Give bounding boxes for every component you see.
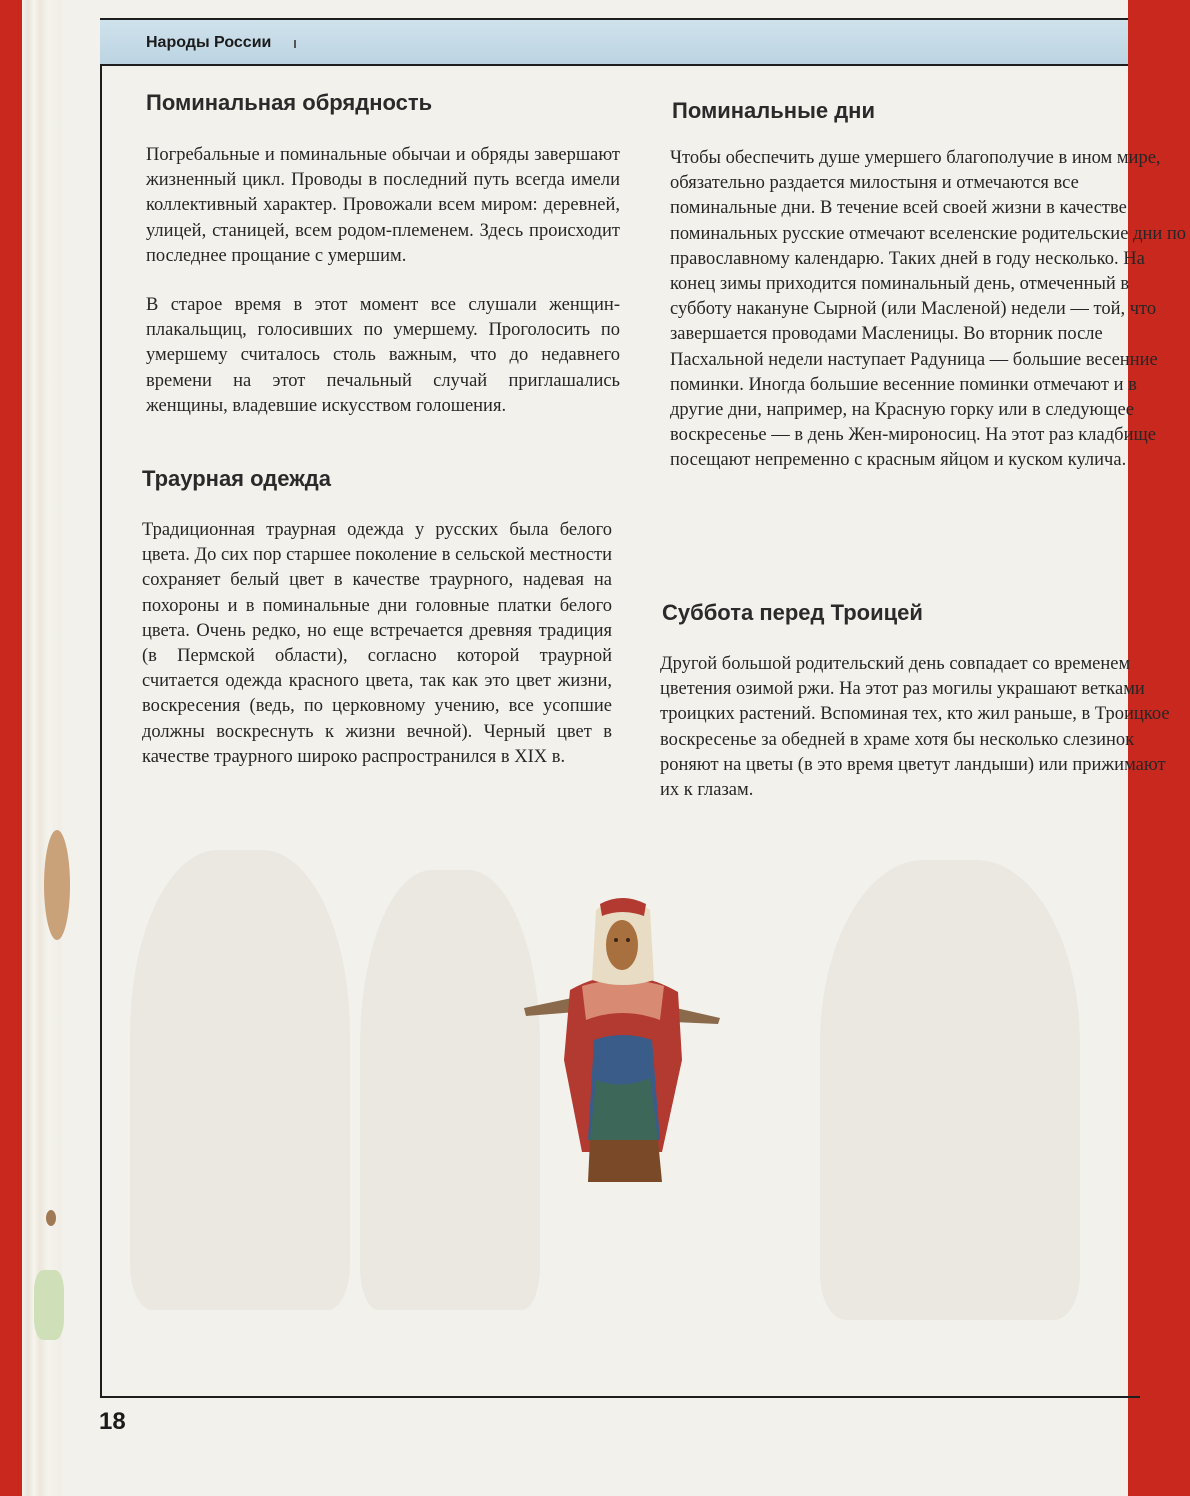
heading-memorial-days: Поминальные дни xyxy=(672,98,875,123)
page-number: 18 xyxy=(99,1408,126,1435)
figure-face xyxy=(606,920,638,970)
figure-robe-lower xyxy=(590,1078,658,1140)
running-header-title: Народы России xyxy=(146,34,272,51)
figure-base xyxy=(588,1140,662,1182)
left-edge-decoration xyxy=(46,1210,56,1226)
paragraph: Погребальные и поминальные обычаи и обряды завершают жизненный цикл. Проводы в последний путь всегда имели коллективный характер. Провожали всем миром: деревней, улицей, станицей, всем родом-племенем. Здесь происходит последнее прощание с умершим. xyxy=(146,145,620,266)
left-column xyxy=(142,0,618,1496)
paragraph: Чтобы обеспечить душе умершего благополучие в ином мире, обязательно раздается милостыня и отмечаются все поминальные дни. В течение всей своей жизни в качестве поминальных русские отмечают вселенские родительские дни по православному календарю. Таких дней в году несколько. На конец зимы приходится поминальный день, отмеченный в субботу накануне Сырной (или Масленой) недели — той, что завершается проводами Масленицы. Во вторник после Пасхальной недели наступает Радуница — большие весенние поминки. Иногда большие весенние поминки отмечают и в другие дни, например, на Красную горку или в следующее воскресенье — в день Жен-мироносиц. На этот раз кладбище посещают непременно с красным яйцом и куском кулича. xyxy=(670,148,1187,471)
figure-right-arm xyxy=(674,1008,720,1024)
heading-saturday-before-trinity: Суббота перед Троицей xyxy=(662,600,923,625)
figure-eye xyxy=(614,938,618,942)
figure-eye xyxy=(626,938,630,942)
paragraph: Традиционная траурная одежда у русских была белого цвета. До сих пор старшее поколение в сельской местности сохраняет белый цвет в качестве траурного, надевая на похороны и в поминальные дни головные платки белого цвета. Очень редко, но еще встречается древняя традиция (в Пермской области), согласно которой траурной считается одежда красного цвета, так как это цвет жизни, воскресения (ведь, по церковному учению, все усопшие должны воскреснуть к жизни вечной). Черный цвет в качестве траурного широко распространился в XIX в. xyxy=(142,520,612,767)
left-edge-decoration xyxy=(34,1270,64,1340)
wooden-figure-icon xyxy=(512,890,732,1190)
heading-mourning-clothes: Траурная одежда xyxy=(142,466,331,491)
right-column xyxy=(660,0,1187,1496)
paragraph: В старое время в этот момент все слушали женщин-плакальщиц, голосивших по умершему. Проголосить по умершему считалось столь важным, что до недавнего времени на этот печальный случай приглашались женщины, владевшие искусством голошения. xyxy=(146,295,620,416)
paragraph: Другой большой родительский день совпадает со временем цветения озимой ржи. На этот раз могилы украшают ветками троицких растений. Вспоминая тех, кто жил раньше, в Троицкое воскресенье за обедней в храме хотя бы несколько слезинок роняют на цветы (в это время цветут ландыши) или прижимают их к глазам. xyxy=(660,654,1170,801)
left-edge-decoration xyxy=(44,830,70,940)
heading-memorial-rites: Поминальная обрядность xyxy=(146,90,433,115)
